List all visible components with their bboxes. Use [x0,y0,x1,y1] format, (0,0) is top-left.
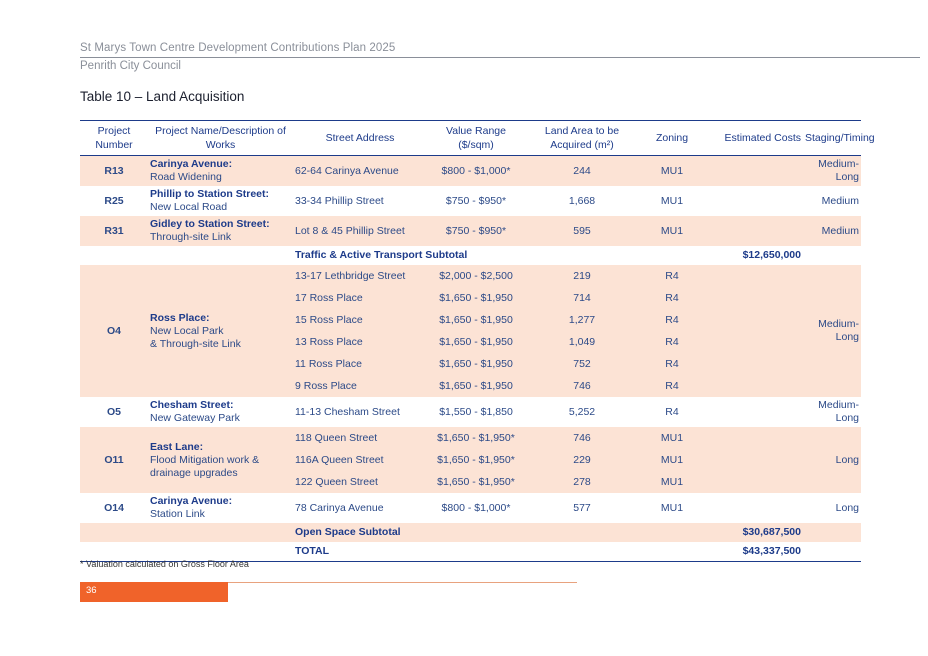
land-area: 595 [525,216,639,246]
estimated-cost [705,397,803,427]
project-name-cell [148,156,293,187]
street-address: 78 Carinya Avenue [295,501,384,514]
project-name-cell [148,216,293,246]
land-area: 278 [525,471,639,493]
header-land-area: Land Area to be Acquired (m²) [525,121,639,156]
land-area: 5,252 [568,405,596,418]
street-address: 116A Queen Street [293,449,427,471]
page-number: 36 [86,585,97,596]
project-description: & Through-site Link [150,337,241,350]
zoning: MU1 [639,156,705,187]
table-row [80,427,861,449]
table-header-row [80,121,861,156]
staging: Medium [803,216,861,246]
staging: Long [803,427,861,493]
street-address: 9 Ross Place [293,375,427,397]
project-description: drainage upgrades [150,466,238,479]
table-row [80,397,861,427]
estimated-cost [705,265,803,397]
total-label: TOTAL [293,542,639,562]
value-range: $2,000 - $2,500 [427,265,525,287]
footer-divider [228,582,577,583]
zoning: MU1 [660,501,684,514]
zoning: R4 [639,353,705,375]
table-row [80,156,861,187]
header-project-number: Project Number [80,121,148,156]
subtotal-value: $12,650,000 [742,249,801,261]
zoning: R4 [639,375,705,397]
header-divider [80,57,920,58]
zoning: R4 [665,405,679,418]
zoning: MU1 [639,216,705,246]
land-area: 229 [525,449,639,471]
project-name-cell [148,265,293,397]
table-row [80,493,861,523]
street-address: 11-13 Chesham Street [295,405,400,418]
zoning: R4 [639,309,705,331]
project-description: Flood Mitigation work & [150,453,260,466]
project-name-cell [148,427,293,493]
subtotal-value: $30,687,500 [705,523,803,542]
land-area: 714 [525,287,639,309]
zoning: R4 [639,287,705,309]
traffic-subtotal-row [80,246,861,265]
value-range: $1,650 - $1,950 [427,309,525,331]
value-range: $1,650 - $1,950 [427,287,525,309]
header-street-address: Street Address [293,121,427,156]
project-name: Ross Place: [150,311,210,324]
project-name: Phillip to Station Street: [150,188,270,200]
land-area: 1,277 [525,309,639,331]
project-number: O5 [106,405,121,418]
zoning: R4 [639,331,705,353]
street-address: 122 Queen Street [293,471,427,493]
project-number: O4 [80,265,148,397]
land-area: 1,668 [568,194,596,207]
project-number: R31 [80,216,148,246]
project-name: East Lane: [150,440,204,453]
document-title: St Marys Town Centre Development Contributions Plan 2025 [80,42,396,54]
project-name: Carinya Avenue: [150,158,233,170]
estimated-cost [705,216,803,246]
project-description: Road Widening [150,171,222,183]
zoning: MU1 [639,471,705,493]
street-address: 13-17 Lethbridge Street [293,265,427,287]
staging: Medium-Long [803,156,861,187]
project-name: Chesham Street: [150,399,234,411]
street-address: Lot 8 & 45 Phillip Street [293,216,427,246]
land-area: 746 [525,427,639,449]
street-address: 33-34 Phillip Street [295,194,384,207]
estimated-cost [705,186,803,216]
street-address: 11 Ross Place [293,353,427,375]
footnote: * Valuation calculated on Gross Floor Area [80,559,249,569]
land-acquisition-table [80,120,875,562]
land-area: 244 [525,156,639,187]
zoning: MU1 [639,449,705,471]
table-row [80,186,861,216]
table-title: Table 10 – Land Acquisition [80,89,245,104]
project-name: Gidley to Station Street: [150,218,270,230]
value-range: $1,550 - $1,850 [439,405,513,418]
staging: Medium-Long [818,399,859,424]
project-number: R25 [104,194,124,207]
project-description: New Local Road [150,201,228,213]
organisation-name: Penrith City Council [80,60,181,72]
land-area: 1,049 [525,331,639,353]
value-range: $750 - $950* [445,194,507,207]
estimated-cost [705,493,803,523]
street-address: 62-64 Carinya Avenue [293,156,427,187]
project-description: Through-site Link [150,231,232,243]
zoning: MU1 [660,194,684,207]
street-address: 17 Ross Place [293,287,427,309]
project-number: O14 [104,501,124,514]
value-range: $1,650 - $1,950 [427,331,525,353]
project-number: O11 [80,427,148,493]
value-range: $1,650 - $1,950* [427,427,525,449]
subtotal-label: Open Space Subtotal [293,523,639,542]
project-number: R13 [80,156,148,187]
zoning: R4 [639,265,705,287]
table-row [80,216,861,246]
open-space-subtotal-row [80,523,861,542]
land-area: 219 [525,265,639,287]
value-range: $1,650 - $1,950* [427,449,525,471]
value-range: $750 - $950* [427,216,525,246]
total-value: $43,337,500 [705,542,803,562]
value-range: $1,650 - $1,950 [427,375,525,397]
land-area: 746 [525,375,639,397]
staging: Long [835,501,859,514]
value-range: $800 - $1,000* [427,156,525,187]
page-number-tab [80,582,228,602]
zoning: MU1 [639,427,705,449]
project-description: New Local Park [150,324,224,337]
value-range: $1,650 - $1,950 [427,353,525,375]
project-description: New Gateway Park [150,412,240,424]
project-name: Carinya Avenue: [150,495,233,507]
header-staging: Staging/Timing [803,121,861,156]
estimated-cost [705,156,803,187]
street-address: 13 Ross Place [293,331,427,353]
project-name-cell [148,397,293,427]
staging: Medium-Long [803,265,861,397]
header-zoning: Zoning [639,121,705,156]
subtotal-label: Traffic & Active Transport Subtotal [295,249,468,261]
project-name-cell [148,186,293,216]
land-area: 752 [525,353,639,375]
header-estimated-costs: Estimated Costs [705,121,803,156]
project-description: Station Link [150,508,205,520]
street-address: 118 Queen Street [293,427,427,449]
header-project-name: Project Name/Description of Works [148,121,293,156]
staging: Medium [821,194,859,207]
street-address: 15 Ross Place [293,309,427,331]
header-value-range: Value Range ($/sqm) [427,121,525,156]
estimated-cost [705,427,803,493]
land-area: 577 [573,501,591,514]
project-name-cell [148,493,293,523]
value-range: $800 - $1,000* [441,501,511,514]
table-row [80,265,861,287]
value-range: $1,650 - $1,950* [427,471,525,493]
